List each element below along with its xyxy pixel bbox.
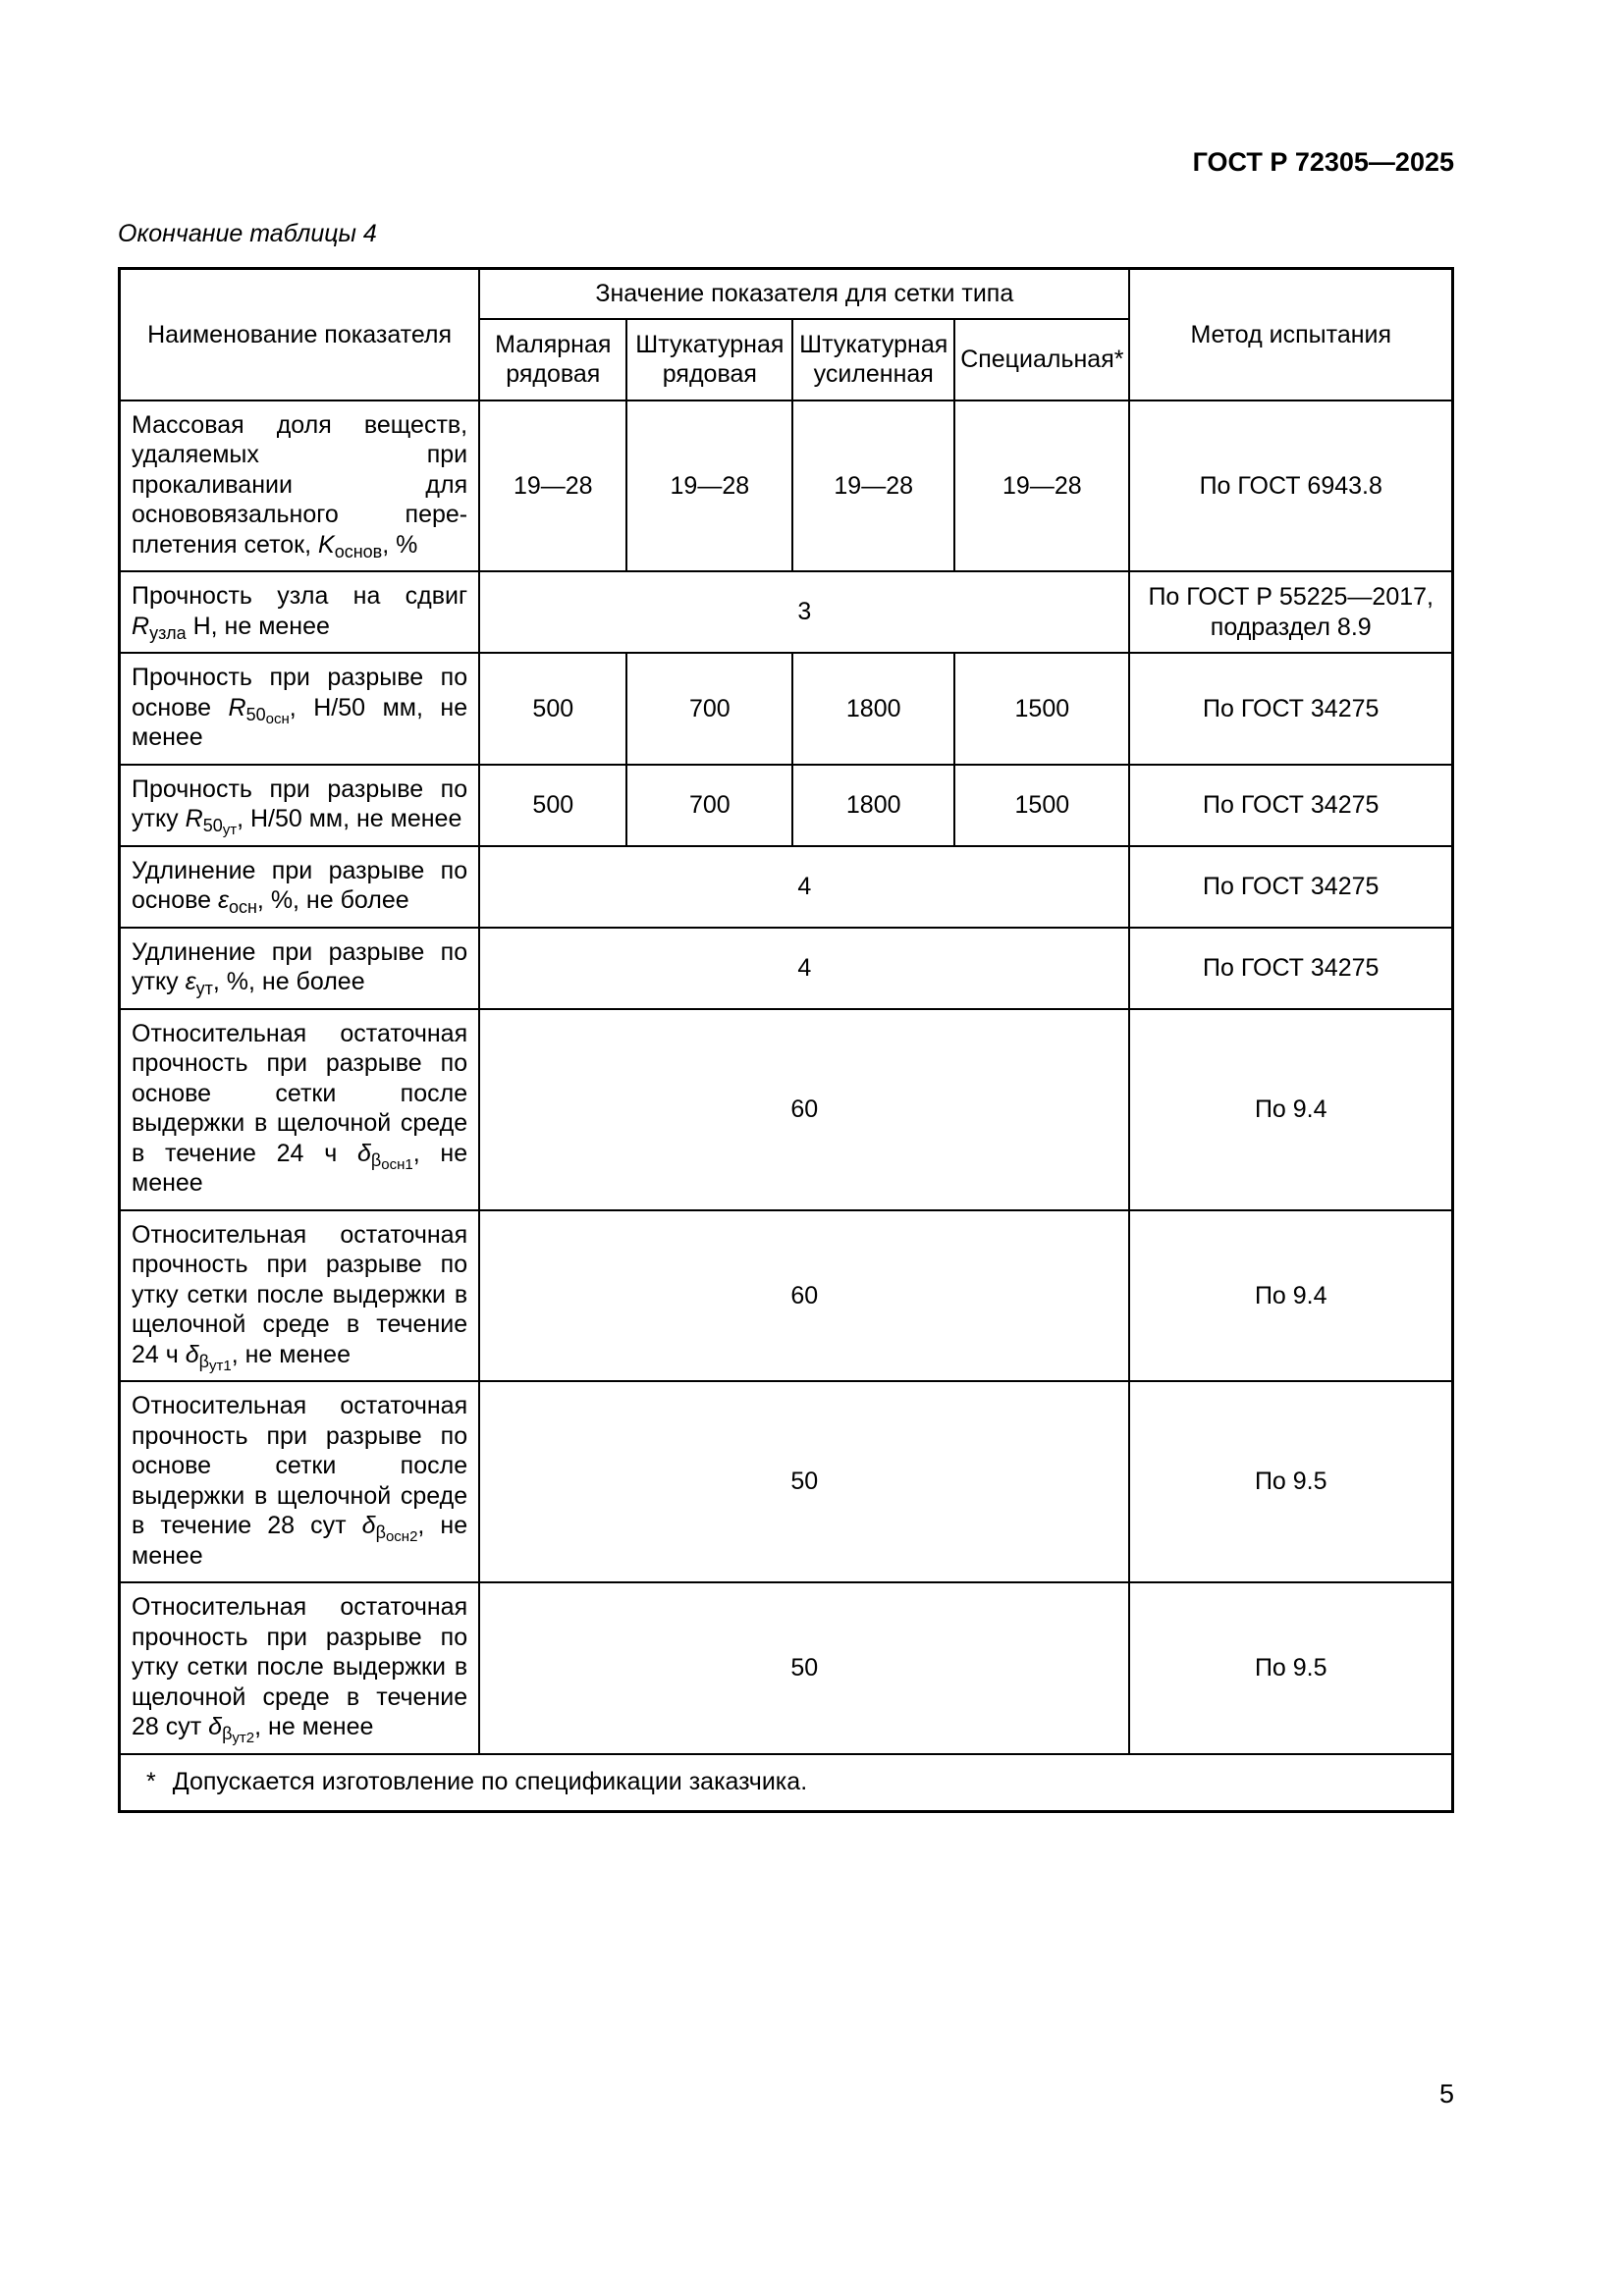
value-cell: 1800 bbox=[792, 653, 954, 765]
value-cell: 19—28 bbox=[626, 400, 792, 572]
indicator-symbol-part: K bbox=[318, 530, 335, 559]
table-row bbox=[120, 846, 1453, 928]
table-row bbox=[120, 1009, 1453, 1210]
indicator-text-part: , Н/50 мм, не менее bbox=[237, 805, 462, 832]
indicator-symbol-part: осн1 bbox=[381, 1155, 413, 1173]
merged-value-cell: 50 bbox=[479, 1582, 1129, 1754]
value-cell: 19—28 bbox=[954, 400, 1129, 572]
value-cell: 1500 bbox=[954, 765, 1129, 846]
indicator-text-part: Удлинение при разрыве по утку bbox=[132, 937, 468, 995]
table-row bbox=[120, 1582, 1453, 1754]
indicator-symbol-part: β bbox=[375, 1522, 386, 1543]
indicator-text-part: Относительная остаточная прочность при разрыве по утку сетки после выдержки в щелочной среде в течение 24 ч bbox=[132, 1220, 468, 1368]
indicator-text-part: Прочность при разрыве по утку bbox=[132, 774, 468, 832]
indicator-name-cell bbox=[120, 928, 480, 1009]
type-column-header-spetsialnaya: Специальная* bbox=[954, 319, 1129, 400]
table-row bbox=[120, 1381, 1453, 1582]
indicator-text-part: , не менее bbox=[254, 1713, 374, 1740]
test-method-cell: По ГОСТ 34275 bbox=[1129, 765, 1452, 846]
table-row bbox=[120, 928, 1453, 1009]
indicator-name-cell bbox=[120, 1582, 480, 1754]
indicator-symbol-part: ут1 bbox=[209, 1357, 232, 1374]
col-header-test-method: Метод испытания bbox=[1129, 269, 1452, 400]
indicator-text-part: , не менее bbox=[132, 1512, 468, 1570]
footnote-row bbox=[120, 1754, 1453, 1812]
indicator-symbol-part: ут bbox=[195, 979, 213, 999]
indicator-text-part: Прочность при разрыве по основе bbox=[132, 664, 468, 721]
indicator-symbol-part: ут2 bbox=[232, 1730, 255, 1747]
indicator-symbol-part: R bbox=[228, 693, 246, 721]
table-row bbox=[120, 400, 1453, 572]
value-cell: 700 bbox=[626, 653, 792, 765]
indicator-text-part: , не менее bbox=[132, 1139, 468, 1197]
indicator-symbol-part: ε bbox=[217, 886, 229, 914]
indicator-text-part: Н, не менее bbox=[186, 612, 330, 640]
header-row-top bbox=[120, 269, 1453, 319]
merged-value-cell: 4 bbox=[479, 928, 1129, 1009]
indicator-symbol-part: 50 bbox=[202, 816, 223, 836]
merged-value-cell: 60 bbox=[479, 1210, 1129, 1382]
type-column-header-malarnaya: Малярная рядовая bbox=[479, 319, 626, 400]
indicator-symbol-part: ут bbox=[222, 822, 238, 839]
footnote-cell bbox=[120, 1754, 1453, 1812]
indicator-symbol-part: осн bbox=[228, 897, 257, 918]
indicator-symbol-part: δ bbox=[208, 1713, 223, 1740]
test-method-cell: По ГОСТ Р 55225—2017, подраздел 8.9 bbox=[1129, 571, 1452, 653]
indicator-text-part: , %, не более bbox=[212, 968, 365, 995]
test-method-cell: По ГОСТ 6943.8 bbox=[1129, 400, 1452, 572]
indicator-symbol-part: β bbox=[222, 1724, 233, 1744]
test-method-cell: По 9.5 bbox=[1129, 1381, 1452, 1582]
indicator-name-cell bbox=[120, 1009, 480, 1210]
indicator-symbol-part: β bbox=[370, 1149, 382, 1170]
table-footer bbox=[120, 1754, 1453, 1812]
indicator-text-part: Относительная остаточная прочность при разрыве по основе сетки после выдержки в щелочной среде в течение 28 сут bbox=[132, 1392, 468, 1539]
indicator-name-cell bbox=[120, 846, 480, 928]
footnote-marker: * bbox=[146, 1767, 156, 1795]
indicator-text-part: Относительная остаточная прочность при разрыве по утку сетки после выдержки в щелочной среде в течение 28 сут bbox=[132, 1593, 468, 1740]
type-column-header-shtukaturnaya-usilennaya: Штукатурная усиленная bbox=[792, 319, 954, 400]
table-row bbox=[120, 765, 1453, 846]
indicator-text-part: , %, не более bbox=[256, 886, 409, 914]
indicator-symbol-part: δ bbox=[185, 1340, 199, 1368]
test-method-cell: По ГОСТ 34275 bbox=[1129, 928, 1452, 1009]
indicator-name-cell bbox=[120, 571, 480, 653]
indicator-name-cell bbox=[120, 653, 480, 765]
indicator-text-part: Относительная остаточная прочность при разрыве по основе сетки после выдержки в щелочной среде в течение 24 ч bbox=[132, 1019, 468, 1167]
indicator-symbol-part: δ bbox=[356, 1139, 371, 1167]
value-cell: 500 bbox=[479, 653, 626, 765]
indicator-symbol-part: R bbox=[132, 612, 150, 640]
col-header-indicator-name: Наименование показателя bbox=[120, 269, 480, 400]
type-column-header-shtukaturnaya-ryadovaya: Штукатурная рядовая bbox=[626, 319, 792, 400]
indicator-name-cell bbox=[120, 765, 480, 846]
value-cell: 1500 bbox=[954, 653, 1129, 765]
table-caption: Окончание таблицы 4 bbox=[118, 220, 377, 247]
table-header bbox=[120, 269, 1453, 400]
table-body bbox=[120, 400, 1453, 1754]
indicator-text-part: Массовая доля веществ, удаляемых при прокаливании для основовязального переплетения сеток, bbox=[132, 410, 468, 559]
table-row bbox=[120, 653, 1453, 765]
table-row bbox=[120, 571, 1453, 653]
value-cell: 19—28 bbox=[792, 400, 954, 572]
indicator-symbol-part: δ bbox=[361, 1512, 376, 1539]
col-group-header-values: Значение показателя для сетки типа bbox=[479, 269, 1129, 319]
indicator-symbol-part: узла bbox=[149, 622, 187, 643]
characteristics-table bbox=[118, 267, 1454, 1813]
indicator-name-cell bbox=[120, 1381, 480, 1582]
indicator-text-part: , Н/50 мм, не менее bbox=[132, 693, 468, 751]
merged-value-cell: 3 bbox=[479, 571, 1129, 653]
merged-value-cell: 60 bbox=[479, 1009, 1129, 1210]
test-method-cell: По 9.5 bbox=[1129, 1582, 1452, 1754]
indicator-symbol-part: осн bbox=[265, 710, 290, 727]
value-cell: 700 bbox=[626, 765, 792, 846]
indicator-name-cell bbox=[120, 400, 480, 572]
table-row bbox=[120, 1210, 1453, 1382]
test-method-cell: По 9.4 bbox=[1129, 1009, 1452, 1210]
test-method-cell: По 9.4 bbox=[1129, 1210, 1452, 1382]
page-number: 5 bbox=[1438, 2079, 1454, 2109]
indicator-symbol-part: ε bbox=[185, 968, 196, 995]
test-method-cell: По ГОСТ 34275 bbox=[1129, 653, 1452, 765]
indicator-text-part: , не менее bbox=[231, 1340, 351, 1368]
indicator-name-cell bbox=[120, 1210, 480, 1382]
footnote-text: Допускается изготовление по спецификации заказчика. bbox=[172, 1767, 808, 1795]
value-cell: 1800 bbox=[792, 765, 954, 846]
table-container bbox=[118, 267, 1454, 1813]
indicator-text-part: Прочность узла на сдвиг bbox=[132, 582, 468, 610]
value-cell: 19—28 bbox=[479, 400, 626, 572]
merged-value-cell: 4 bbox=[479, 846, 1129, 928]
merged-value-cell: 50 bbox=[479, 1381, 1129, 1582]
indicator-symbol-part: R bbox=[185, 805, 203, 832]
indicator-symbol-part: 50 bbox=[245, 704, 266, 724]
indicator-symbol-part: β bbox=[198, 1351, 209, 1371]
value-cell: 500 bbox=[479, 765, 626, 846]
standard-reference: ГОСТ Р 72305—2025 bbox=[1192, 147, 1454, 177]
test-method-cell: По ГОСТ 34275 bbox=[1129, 846, 1452, 928]
indicator-symbol-part: основ bbox=[334, 541, 383, 561]
indicator-text-part: Удлинение при разрыве по основе bbox=[132, 856, 468, 914]
indicator-symbol-part: осн2 bbox=[385, 1528, 418, 1546]
indicator-text-part: , % bbox=[382, 530, 418, 559]
